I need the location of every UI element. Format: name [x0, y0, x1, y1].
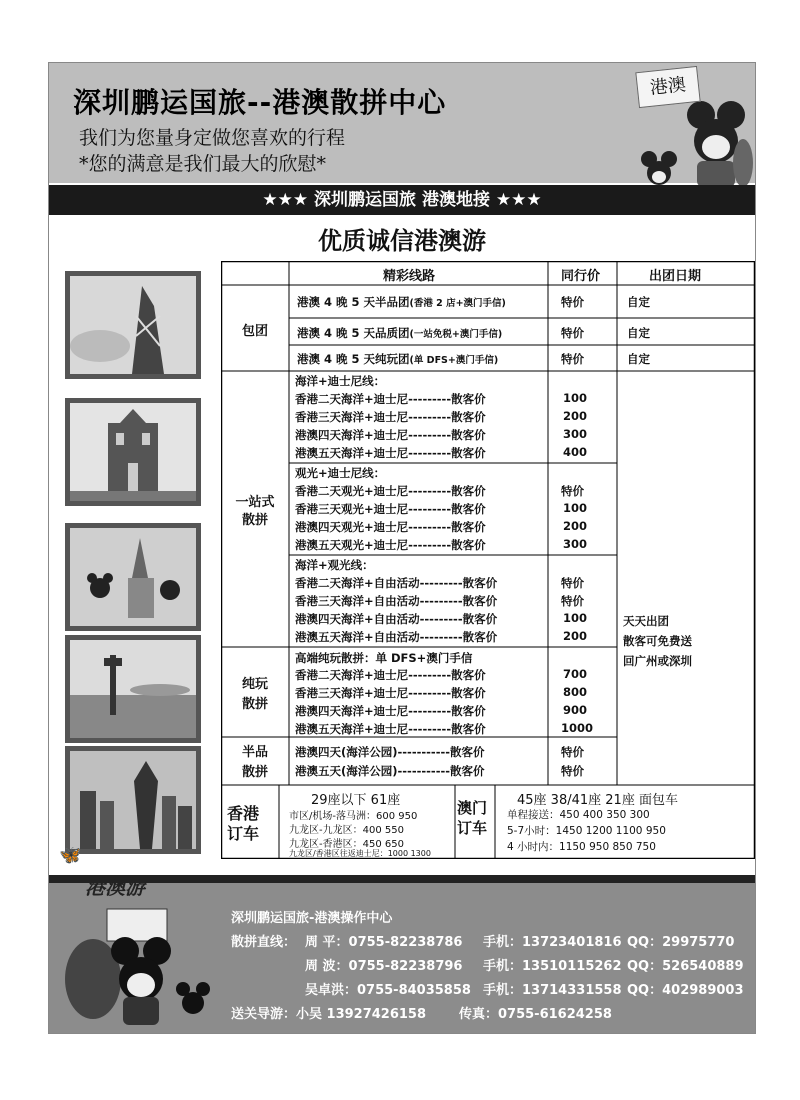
mo-car-head: 45座 38/41座 21座 面包车 [517, 793, 678, 808]
price-cell: 300 [563, 537, 588, 551]
date-cell: 自定 [627, 295, 650, 309]
price-cell: 特价 [561, 326, 584, 340]
col-header-route: 精彩线路 [383, 269, 436, 284]
label-banpin-1: 半品 [241, 745, 268, 760]
table-row: 港澳 4 晚 5 天纯玩团(单 DFS+澳门手信) [297, 352, 499, 366]
contact-name: 吴卓洪：0755-84035858 [305, 983, 471, 998]
slogan-1: 我们为您量身定做您喜欢的行程 [79, 127, 346, 149]
date-cell: 自定 [627, 326, 650, 340]
flyer-page [48, 62, 756, 1034]
photo-disneyland [65, 523, 201, 631]
price-cell: 300 [563, 427, 588, 441]
contact-mobile: 手机：13723401816 [483, 935, 622, 950]
label-mo-car-1: 澳门 [457, 799, 488, 817]
daily-text-2: 散客可免费送 [623, 634, 692, 648]
contact-mobile: 手机：13510115262 [483, 959, 622, 974]
table-row: 港澳四天海洋+自由活动---------散客价 [295, 612, 498, 626]
banner-band: ★★★ 深圳鹏运国旅 港澳地接 ★★★ [49, 185, 755, 215]
butterfly-icon: 🦋 [59, 845, 82, 866]
label-banpin-2: 散拼 [241, 765, 268, 780]
group-head: 高端纯玩散拼：单 DFS+澳门手信 [295, 651, 473, 665]
price-cell: 特价 [561, 745, 584, 759]
hk-car-row: 市区/机场-落马洲：600 950 [289, 811, 418, 822]
price-cell: 200 [563, 409, 588, 423]
table-row: 港澳四天海洋+迪士尼---------散客价 [295, 704, 486, 718]
mickey-pluto-mascot-icon [57, 899, 222, 1029]
price-cell: 400 [563, 445, 588, 459]
table-row: 港澳 4 晚 5 天品质团(一站免税+澳门手信) [297, 326, 503, 340]
hk-car-row: 九龙区/香港区往返迪士尼：1000 1300 [289, 849, 431, 858]
price-cell: 800 [563, 685, 588, 699]
table-row: 香港三天观光+迪士尼---------散客价 [295, 502, 486, 516]
contact-name: 周 平：0755-82238786 [305, 935, 463, 950]
mo-car-row: 单程接送：450 400 350 300 [507, 809, 650, 821]
photo-grand-lisboa [65, 746, 201, 854]
table-row: 港澳四天观光+迪士尼---------散客价 [295, 520, 486, 534]
mo-car-row: 5-7小时：1450 1200 1100 950 [507, 825, 666, 837]
price-table [221, 261, 755, 859]
col-header-date: 出团日期 [649, 269, 702, 284]
price-cell: 200 [563, 629, 588, 643]
contact-mobile: 手机：13714331558 [483, 983, 622, 998]
hk-car-head: 29座以下 61座 [311, 793, 401, 808]
label-chunwan-2: 散拼 [241, 697, 268, 712]
sign-hk-macau: 港澳 [635, 66, 700, 108]
price-cell: 1000 [561, 721, 594, 735]
price-cell: 100 [563, 391, 588, 405]
slogan-2: *您的满意是我们最大的欣慰* [79, 153, 327, 175]
date-cell: 自定 [627, 352, 650, 366]
hk-car-row: 九龙区-九龙区：400 550 [289, 825, 404, 836]
table-row: 港澳五天海洋+迪士尼---------散客价 [295, 722, 486, 736]
label-yizhan-1: 一站式 [235, 495, 275, 510]
main-title: 优质诚信港澳游 [318, 227, 486, 255]
table-row: 港澳五天海洋+迪士尼---------散客价 [295, 446, 486, 460]
price-cell: 特价 [561, 594, 584, 608]
group-head: 观光+迪士尼线： [295, 466, 386, 480]
table-row: 香港二天海洋+迪士尼---------散客价 [295, 668, 486, 682]
hk-car-row: 九龙区-香港区：450 650 [289, 839, 404, 850]
footer-divider [49, 875, 755, 883]
price-cell: 200 [563, 519, 588, 533]
label-hk-car-1: 香港 [227, 804, 260, 823]
ops-center: 深圳鹏运国旅-港澳操作中心 [231, 911, 393, 926]
group-head: 海洋+观光线： [295, 558, 374, 572]
table-row: 港澳五天海洋+自由活动---------散客价 [295, 630, 498, 644]
table-row: 香港二天海洋+迪士尼---------散客价 [295, 392, 486, 406]
photo-ruins-st-paul [65, 398, 201, 506]
table-row: 香港三天海洋+迪士尼---------散客价 [295, 410, 486, 424]
price-cell: 特价 [561, 764, 584, 778]
fax-number: 传真：0755-61624258 [459, 1007, 612, 1022]
price-cell: 100 [563, 501, 588, 515]
price-cell: 900 [563, 703, 588, 717]
table-row: 港澳四天海洋+迪士尼---------散客价 [295, 428, 486, 442]
col-header-price: 同行价 [561, 269, 601, 284]
mo-car-row: 4 小时内：1150 950 850 750 [507, 841, 656, 853]
label-chunwan-1: 纯玩 [241, 677, 268, 692]
page-title: 深圳鹏运国旅--港澳散拼中心 [73, 86, 447, 119]
table-row: 香港三天海洋+自由活动---------散客价 [295, 594, 498, 608]
price-cell: 特价 [561, 295, 584, 309]
label-hk-car-2: 订车 [227, 824, 260, 843]
label-mo-car-2: 订车 [457, 819, 488, 837]
contact-qq: QQ：526540889 [627, 959, 744, 974]
price-cell: 特价 [561, 484, 584, 498]
header-panel [49, 63, 755, 183]
price-cell: 特价 [561, 576, 584, 590]
group-head: 海洋+迪士尼线： [295, 374, 386, 388]
contact-name: 周 波：0755-82238796 [305, 959, 463, 974]
contact-qq: QQ：402989003 [627, 983, 744, 998]
table-row: 港澳五天(海洋公园)-----------散客价 [295, 764, 485, 778]
price-cell: 700 [563, 667, 588, 681]
contact-line-label: 散拼直线： [231, 935, 297, 950]
photo-bank-of-china-tower [65, 271, 201, 379]
table-row: 香港二天观光+迪士尼---------散客价 [295, 484, 486, 498]
table-row: 香港二天海洋+自由活动---------散客价 [295, 576, 498, 590]
guide-contact: 送关导游：小吴 13927426158 [231, 1007, 427, 1022]
daily-text-3: 回广州或深圳 [623, 654, 692, 668]
contact-qq: QQ：29975770 [627, 935, 735, 950]
table-row: 香港三天海洋+迪士尼---------散客价 [295, 686, 486, 700]
table-row: 港澳 4 晚 5 天半品团(香港 2 店+澳门手信) [297, 295, 506, 309]
label-yizhan-2: 散拼 [241, 513, 268, 528]
price-cell: 100 [563, 611, 588, 625]
daily-text-1: 天天出团 [623, 614, 669, 628]
table-row: 港澳五天观光+迪士尼---------散客价 [295, 538, 486, 552]
photo-macau-tower [65, 635, 201, 743]
price-cell: 特价 [561, 352, 584, 366]
label-baotuan: 包团 [241, 324, 268, 339]
footer-logo: 港澳游 [85, 875, 145, 899]
table-row: 港澳四天(海洋公园)-----------散客价 [295, 745, 485, 759]
